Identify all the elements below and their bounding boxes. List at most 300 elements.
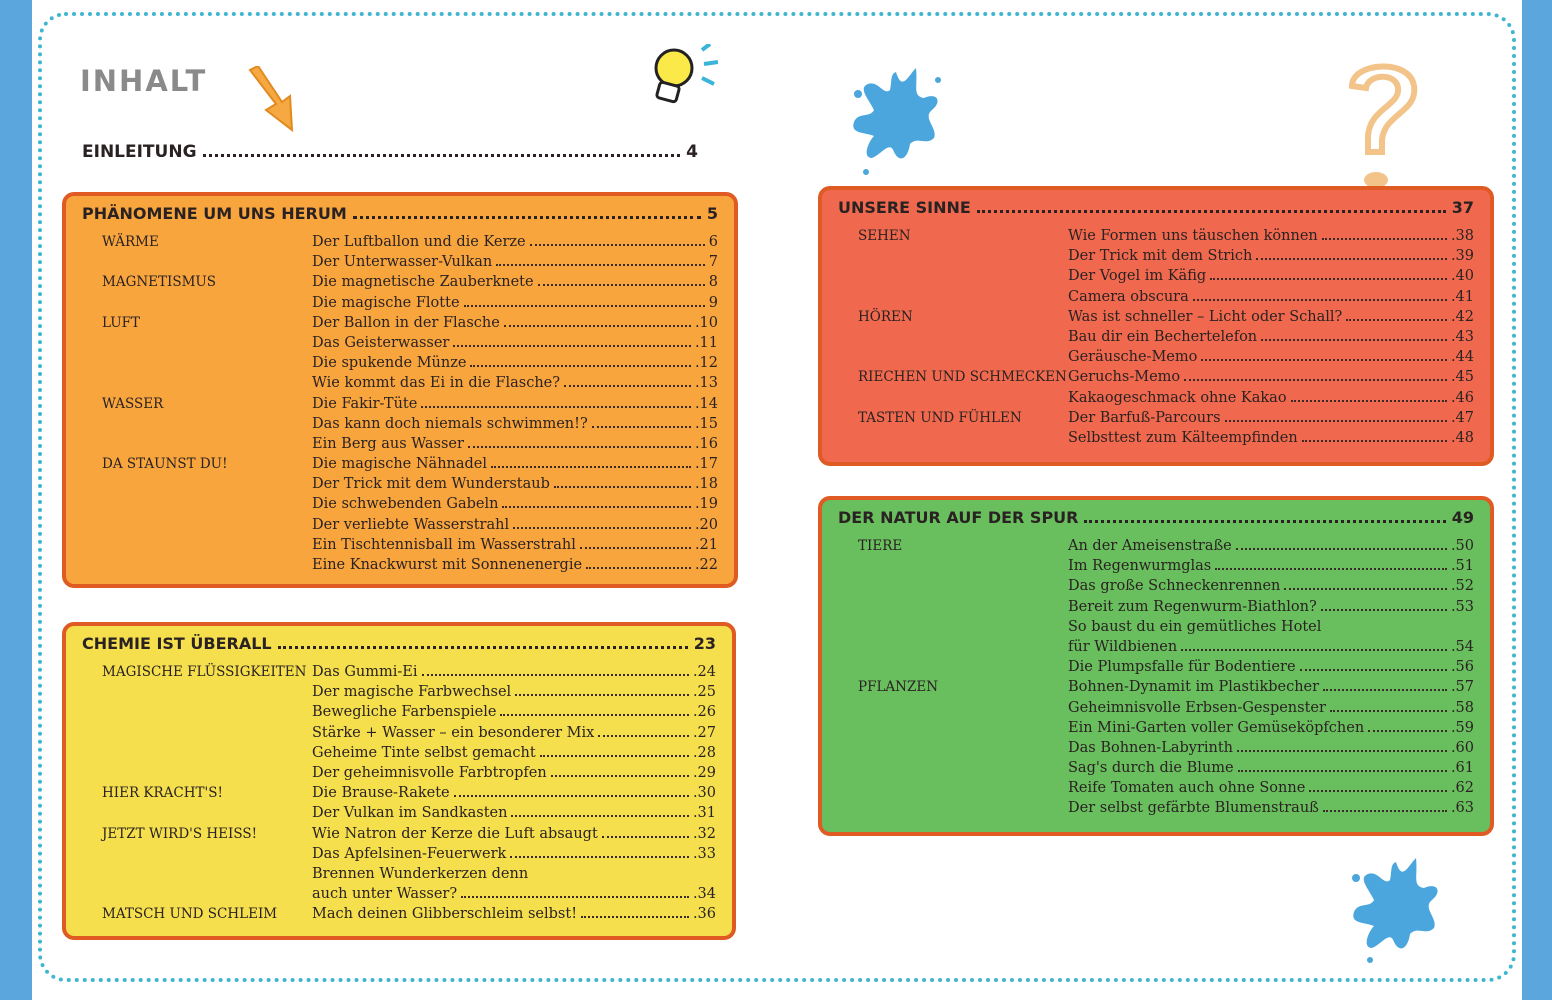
- toc-entry-page: .31: [692, 805, 716, 822]
- toc-entry: [312, 723, 716, 743]
- toc-entry-title: Der Vogel im Käfig: [1068, 268, 1207, 285]
- toc-entry-page: .52: [1450, 578, 1474, 595]
- toc-entry-page: .39: [1450, 248, 1474, 265]
- toc-category: JETZT WIRD'S HEISS!: [102, 825, 258, 842]
- toc-row[interactable]: [82, 313, 718, 333]
- toc-category: DA STAUNST DU!: [102, 456, 228, 473]
- leader-dots: [1346, 319, 1447, 321]
- toc-entry: [1068, 536, 1474, 556]
- toc-entry-page: .24: [692, 664, 716, 680]
- leader-dots: [1284, 588, 1447, 590]
- toc-entry: [312, 535, 718, 555]
- leader-dots: [454, 795, 689, 797]
- toc-entry-page: .29: [692, 764, 716, 781]
- toc-entry-page: .56: [1450, 659, 1474, 676]
- toc-entry-page: .43: [1450, 328, 1474, 345]
- toc-row[interactable]: [838, 556, 1474, 576]
- toc-entry: [312, 783, 716, 803]
- toc-entry-page: .59: [1450, 719, 1474, 736]
- leader-dots: [592, 426, 691, 428]
- toc-entry: [312, 662, 716, 682]
- toc-row[interactable]: [82, 353, 718, 373]
- toc-entry-title: Die magische Flotte: [312, 294, 460, 311]
- toc-entry-title: Selbsttest zum Kälteempfinden: [1068, 429, 1298, 446]
- toc-category: WÄRME: [102, 234, 159, 250]
- toc-row[interactable]: [838, 347, 1474, 367]
- toc-row[interactable]: [82, 252, 718, 272]
- toc-row[interactable]: [838, 327, 1474, 347]
- toc-entry-page: .11: [694, 334, 718, 351]
- toc-entry-page: .54: [1450, 638, 1474, 655]
- leader-dots: [1368, 730, 1447, 732]
- leader-dots: [1330, 710, 1447, 712]
- toc-entry-title: An der Ameisenstraße: [1068, 538, 1232, 554]
- toc-entry-title: Wie kommt das Ei in die Flasche?: [312, 375, 561, 392]
- toc-category: WASSER: [102, 395, 164, 412]
- leader-dots: [421, 406, 691, 408]
- toc-entry-page: .34: [692, 886, 716, 903]
- toc-row[interactable]: [838, 536, 1474, 556]
- leader-dots: [453, 345, 691, 347]
- toc-row[interactable]: [82, 884, 716, 904]
- ink-splat-icon: [1346, 852, 1446, 966]
- toc-row[interactable]: [82, 743, 716, 763]
- toc-entry-title: Eine Knackwurst mit Sonnenenergie: [312, 557, 583, 573]
- toc-entry-page: .62: [1450, 780, 1474, 797]
- section-title-text: UNSERE SINNE: [838, 198, 971, 217]
- question-mark-icon: [1338, 56, 1424, 196]
- toc-entry-page: .51: [1450, 558, 1474, 575]
- toc-row[interactable]: [838, 738, 1474, 758]
- toc-entry: [1068, 266, 1474, 286]
- toc-entry-title: Die magische Nähnadel: [312, 456, 488, 473]
- leader-dots: [496, 264, 705, 266]
- toc-entry: [312, 394, 718, 414]
- toc-entry-title: Die Brause-Rakete: [312, 785, 450, 802]
- toc-entry-title: Das kann doch niemals schwimmen!?: [312, 415, 588, 432]
- leader-dots: [540, 755, 689, 757]
- toc-entry: [1068, 246, 1474, 266]
- toc-entry-page: .10: [694, 314, 718, 331]
- leader-dots: [1215, 568, 1447, 570]
- toc-entry-title: Die spukende Münze: [312, 355, 467, 372]
- toc-row[interactable]: [838, 287, 1474, 307]
- toc-row[interactable]: [82, 824, 716, 844]
- toc-row[interactable]: [838, 637, 1474, 657]
- toc-entry: [1068, 327, 1474, 347]
- toc-entry: [312, 313, 718, 333]
- toc-row[interactable]: [82, 333, 718, 353]
- toc-entry-title: Der Vulkan im Sandkasten: [312, 805, 508, 822]
- leader-dots: [500, 714, 688, 716]
- toc-row[interactable]: [838, 408, 1474, 428]
- lightbulb-icon: [646, 44, 726, 110]
- arrow-icon: [246, 66, 298, 136]
- toc-entry-page: .12: [694, 355, 718, 372]
- leader-dots: [977, 210, 1446, 213]
- toc-row[interactable]: [82, 394, 718, 414]
- toc-entry-title: Bohnen-Dynamit im Plastikbecher: [1068, 679, 1320, 696]
- section-page: 23: [693, 634, 716, 653]
- toc-entry: [312, 414, 718, 434]
- toc-row[interactable]: [82, 662, 716, 682]
- toc-entry-title: Wie Natron der Kerze die Luft absaugt: [312, 825, 598, 842]
- toc-entry-page: .53: [1450, 598, 1474, 615]
- toc-entry-title: Der geheimnisvolle Farbtropfen: [312, 764, 547, 781]
- toc-entry-page: .44: [1450, 349, 1474, 366]
- toc-entry-title: Der Trick mit dem Wunderstaub: [312, 476, 550, 493]
- toc-entry: [1068, 347, 1474, 367]
- leader-dots: [1225, 420, 1447, 422]
- toc-row[interactable]: [82, 904, 716, 924]
- page-title: INHALT: [80, 64, 208, 98]
- toc-row[interactable]: [838, 226, 1474, 246]
- toc-entry-title: Bereit zum Regenwurm-Biathlon?: [1068, 598, 1317, 615]
- toc-entry-page: .36: [692, 906, 716, 923]
- leader-dots: [581, 916, 689, 918]
- toc-entry-page: 9: [708, 294, 718, 311]
- toc-entry: [1068, 758, 1474, 778]
- toc-row[interactable]: [838, 798, 1474, 818]
- toc-entry-page: .19: [694, 496, 718, 513]
- toc-entry-title: Die schwebenden Gabeln: [312, 496, 499, 513]
- toc-row[interactable]: [82, 515, 718, 535]
- toc-entry-title: Im Regenwurmglas: [1068, 558, 1212, 575]
- leader-dots: [470, 365, 690, 367]
- leader-dots: [464, 305, 705, 307]
- toc-entry: [312, 904, 716, 924]
- toc-entry: [312, 293, 718, 313]
- toc-row[interactable]: [838, 597, 1474, 617]
- toc-entry-title: Das Bohnen-Labyrinth: [1068, 739, 1234, 756]
- toc-entry: [312, 682, 716, 702]
- toc-entry: [1068, 718, 1474, 738]
- toc-entry: [1068, 226, 1474, 246]
- toc-entry: [1068, 287, 1474, 307]
- toc-category: TASTEN UND FÜHLEN: [858, 409, 1022, 426]
- page-edge-left: [0, 0, 32, 1000]
- toc-entry-title: für Wildbienen: [1068, 638, 1178, 655]
- leader-dots: [1236, 548, 1447, 550]
- section-title[interactable]: [82, 204, 718, 230]
- toc-entry-page: .50: [1450, 538, 1474, 554]
- toc-row[interactable]: [838, 246, 1474, 266]
- toc-row[interactable]: [82, 535, 718, 555]
- leader-dots: [511, 815, 688, 817]
- toc-row[interactable]: [838, 677, 1474, 697]
- toc-entry-title: Der selbst gefärbte Blumenstrauß: [1068, 800, 1319, 817]
- toc-entry: [312, 555, 718, 575]
- toc-entry: [312, 232, 718, 252]
- toc-row[interactable]: [82, 272, 718, 292]
- toc-entry-page: .57: [1450, 679, 1474, 696]
- toc-entry: [1068, 617, 1474, 637]
- toc-row[interactable]: [838, 758, 1474, 778]
- leader-dots: [580, 547, 691, 549]
- toc-entry-page: .26: [692, 704, 716, 721]
- toc-entry: [312, 743, 716, 763]
- toc-row[interactable]: [82, 454, 718, 474]
- toc-entry: [312, 272, 718, 292]
- section-red: [818, 186, 1494, 466]
- toc-row[interactable]: [82, 844, 716, 864]
- toc-row[interactable]: [838, 698, 1474, 718]
- toc-entry-page: .63: [1450, 800, 1474, 817]
- toc-category: MAGISCHE FLÜSSIGKEITEN: [102, 664, 307, 680]
- leader-dots: [602, 836, 689, 838]
- toc-row[interactable]: [82, 864, 716, 884]
- toc-row[interactable]: [82, 474, 718, 494]
- toc-entry: [312, 702, 716, 722]
- toc-entry: [312, 333, 718, 353]
- toc-entry-page: .33: [692, 845, 716, 862]
- toc-entry: [312, 454, 718, 474]
- toc-entry-title: Bau dir ein Bechertelefon: [1068, 328, 1258, 345]
- leader-dots: [554, 486, 691, 488]
- toc-entry: [312, 373, 718, 393]
- toc-entry-page: .38: [1450, 228, 1474, 244]
- leader-dots: [468, 446, 691, 448]
- toc-entry-title: Reife Tomaten auch ohne Sonne: [1068, 780, 1306, 797]
- leader-dots: [530, 244, 705, 246]
- toc-entry-page: .27: [692, 724, 716, 741]
- toc-entry-title: So baust du ein gemütliches Hotel: [1068, 618, 1322, 635]
- leader-dots: [1321, 609, 1447, 611]
- intro-entry[interactable]: [82, 142, 698, 162]
- toc-row[interactable]: [838, 367, 1474, 387]
- toc-entry-title: Sag's durch die Blume: [1068, 760, 1234, 777]
- leader-dots: [1309, 790, 1447, 792]
- leader-dots: [1238, 770, 1447, 772]
- toc-entry: [1068, 798, 1474, 818]
- leader-dots: [422, 674, 689, 676]
- toc-entry-title: Das Gummi-Ei: [312, 664, 418, 680]
- toc-category: MAGNETISMUS: [102, 274, 217, 291]
- toc-entry: [1068, 388, 1474, 408]
- toc-category: RIECHEN UND SCHMECKEN: [858, 369, 1067, 386]
- toc-entry: [1068, 637, 1474, 657]
- toc-entry: [312, 884, 716, 904]
- toc-row[interactable]: [82, 783, 716, 803]
- section-title-text: CHEMIE IST ÜBERALL: [82, 634, 272, 653]
- toc-entry: [1068, 428, 1474, 448]
- toc-row[interactable]: [82, 434, 718, 454]
- leader-dots: [1201, 359, 1447, 361]
- toc-row[interactable]: [838, 718, 1474, 738]
- toc-entry: [312, 474, 718, 494]
- toc-entry-page: .32: [692, 825, 716, 842]
- section-title-text: PHÄNOMENE UM UNS HERUM: [82, 204, 347, 223]
- toc-row[interactable]: [838, 428, 1474, 448]
- toc-entry-page: 8: [708, 274, 718, 291]
- toc-category: TIERE: [858, 538, 903, 554]
- ink-splat-icon: [846, 62, 946, 176]
- toc-category: MATSCH UND SCHLEIM: [102, 906, 278, 923]
- toc-entry-title: Camera obscura: [1068, 288, 1189, 305]
- toc-entry: [312, 864, 716, 884]
- toc-entry-page: .46: [1450, 389, 1474, 406]
- intro-page: 4: [686, 142, 698, 162]
- toc-entry-page: .16: [694, 435, 718, 452]
- section-title-text: DER NATUR AUF DER SPUR: [838, 508, 1079, 527]
- toc-entry-title: Das Apfelsinen-Feuerwerk: [312, 845, 507, 862]
- leader-dots: [564, 385, 691, 387]
- toc-row[interactable]: [82, 373, 718, 393]
- toc-entry-title: Geräusche-Memo: [1068, 349, 1198, 366]
- leader-dots: [1084, 520, 1445, 523]
- leader-dots: [1302, 440, 1447, 442]
- toc-entry-title: Der Trick mit dem Strich: [1068, 248, 1253, 265]
- leader-dots: [1184, 379, 1447, 381]
- leader-dots: [598, 735, 689, 737]
- toc-entry-page: .61: [1450, 760, 1474, 777]
- toc-entry-title: Die Fakir-Tüte: [312, 395, 418, 412]
- toc-row[interactable]: [82, 803, 716, 823]
- toc-entry-title: auch unter Wasser?: [312, 886, 458, 903]
- toc-entry-page: .21: [694, 536, 718, 553]
- toc-entry: [312, 353, 718, 373]
- leader-dots: [353, 216, 701, 219]
- section-title[interactable]: [82, 634, 716, 660]
- toc-row[interactable]: [838, 307, 1474, 327]
- toc-row[interactable]: [838, 388, 1474, 408]
- toc-entry: [312, 494, 718, 514]
- leader-dots: [1323, 810, 1447, 812]
- leader-dots: [515, 694, 689, 696]
- section-page: 49: [1451, 508, 1474, 527]
- toc-category: LUFT: [102, 314, 140, 331]
- toc-entry-page: .60: [1450, 739, 1474, 756]
- toc-entry: [1068, 556, 1474, 576]
- leader-dots: [586, 567, 691, 569]
- toc-entry-title: Geruchs-Memo: [1068, 369, 1181, 386]
- leader-dots: [1261, 339, 1447, 341]
- toc-row[interactable]: [82, 723, 716, 743]
- toc-entry-page: .40: [1450, 268, 1474, 285]
- toc-entry: [1068, 698, 1474, 718]
- toc-entry: [312, 844, 716, 864]
- toc-row[interactable]: [82, 232, 718, 252]
- leader-dots: [502, 506, 691, 508]
- toc-row[interactable]: [838, 617, 1474, 637]
- toc-row[interactable]: [82, 682, 716, 702]
- toc-category: PFLANZEN: [858, 679, 939, 696]
- leader-dots: [504, 325, 691, 327]
- leader-dots: [1210, 278, 1447, 280]
- toc-entry-title: Der Ballon in der Flasche: [312, 314, 500, 331]
- toc-entry: [1068, 657, 1474, 677]
- toc-entry-page: 7: [708, 254, 718, 271]
- toc-row[interactable]: [82, 702, 716, 722]
- toc-entry-title: Geheimnisvolle Erbsen-Gespenster: [1068, 699, 1326, 716]
- toc-entry: [1068, 677, 1474, 697]
- leader-dots: [1181, 649, 1447, 651]
- toc-entry-page: .20: [694, 516, 718, 533]
- leader-dots: [1323, 689, 1447, 691]
- toc-row[interactable]: [82, 494, 718, 514]
- toc-entry-page: .13: [694, 375, 718, 392]
- toc-category: HÖREN: [858, 308, 913, 325]
- page-edge-right: [1522, 0, 1552, 1000]
- toc-entry: [312, 515, 718, 535]
- toc-entry: [1068, 738, 1474, 758]
- toc-entry-title: Ein Berg aus Wasser: [312, 435, 464, 452]
- toc-entry-page: .14: [694, 395, 718, 412]
- leader-dots: [278, 646, 688, 649]
- toc-entry-page: .25: [692, 684, 716, 701]
- toc-entry-title: Bewegliche Farbenspiele: [312, 704, 497, 721]
- toc-entry: [1068, 367, 1474, 387]
- toc-entry-page: .48: [1450, 429, 1474, 446]
- section-title[interactable]: [838, 508, 1474, 534]
- leader-dots: [1256, 258, 1447, 260]
- toc-category: HIER KRACHT'S!: [102, 785, 223, 802]
- toc-entry-page: .30: [692, 785, 716, 802]
- section-page: 37: [1451, 198, 1474, 217]
- toc-entry-title: Ein Mini-Garten voller Gemüseköpfchen: [1068, 719, 1365, 736]
- section-page: 5: [706, 204, 718, 223]
- toc-entry-page: .42: [1450, 308, 1474, 325]
- toc-entry-page: .58: [1450, 699, 1474, 716]
- toc-entry-title: Der Unterwasser-Vulkan: [312, 254, 493, 271]
- leader-dots: [203, 154, 681, 157]
- toc-entry: [1068, 307, 1474, 327]
- toc-row[interactable]: [82, 293, 718, 313]
- toc-entry: [312, 824, 716, 844]
- toc-entry-title: Ein Tischtennisball im Wasserstrahl: [312, 536, 576, 553]
- toc-row[interactable]: [82, 414, 718, 434]
- toc-entry: [312, 803, 716, 823]
- section-title[interactable]: [838, 198, 1474, 224]
- toc-entry-title: Der Barfuß-Parcours: [1068, 409, 1221, 426]
- section-yellow: [62, 622, 736, 940]
- leader-dots: [551, 775, 689, 777]
- toc-entry-page: .18: [694, 476, 718, 493]
- toc-entry-page: 6: [708, 234, 718, 250]
- toc-entry-title: Der Luftballon und die Kerze: [312, 234, 526, 250]
- toc-entry: [312, 434, 718, 454]
- toc-entry-page: .22: [694, 557, 718, 573]
- toc-entry-page: .15: [694, 415, 718, 432]
- toc-entry-title: Was ist schneller – Licht oder Schall?: [1068, 308, 1343, 325]
- toc-entry-page: .47: [1450, 409, 1474, 426]
- toc-entry: [1068, 597, 1474, 617]
- toc-entry-title: Der magische Farbwechsel: [312, 684, 512, 701]
- toc-row[interactable]: [82, 555, 718, 575]
- leader-dots: [538, 284, 705, 286]
- toc-entry-title: Wie Formen uns täuschen können: [1068, 228, 1318, 244]
- toc-entry: [1068, 408, 1474, 428]
- leader-dots: [1322, 238, 1447, 240]
- leader-dots: [510, 856, 689, 858]
- toc-row[interactable]: [82, 763, 716, 783]
- toc-entry-page: .17: [694, 456, 718, 473]
- toc-row[interactable]: [838, 657, 1474, 677]
- toc-entry-title: Stärke + Wasser – ein besonderer Mix: [312, 724, 595, 741]
- toc-entry: [312, 252, 718, 272]
- toc-entry-title: Der verliebte Wasserstrahl: [312, 516, 510, 533]
- leader-dots: [1291, 400, 1447, 402]
- leader-dots: [461, 896, 689, 898]
- toc-entry-title: Kakaogeschmack ohne Kakao: [1068, 389, 1287, 406]
- section-green: [818, 496, 1494, 836]
- toc-row[interactable]: [838, 576, 1474, 596]
- toc-row[interactable]: [838, 266, 1474, 286]
- toc-row[interactable]: [838, 778, 1474, 798]
- toc-entry-page: .45: [1450, 369, 1474, 386]
- toc-entry-title: Das Geisterwasser: [312, 334, 450, 351]
- section-orange: [62, 192, 738, 588]
